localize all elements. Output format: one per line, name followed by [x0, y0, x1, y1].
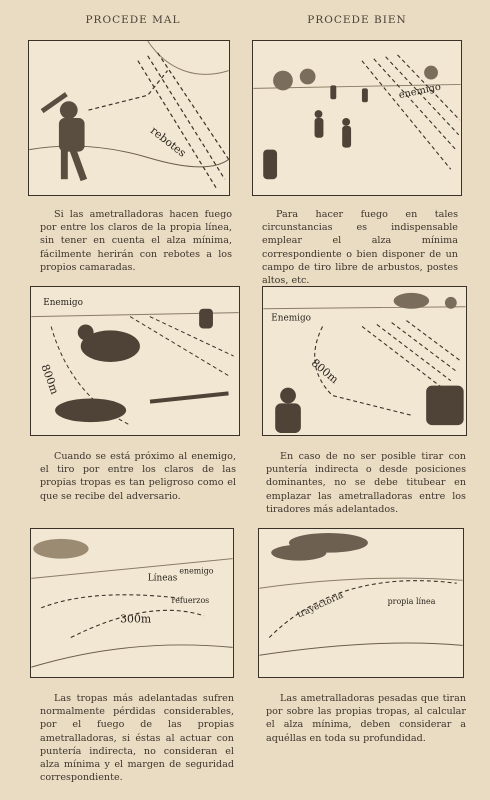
label-distance: 300m: [120, 612, 152, 626]
label-enemy: Enemigo: [43, 297, 83, 308]
illustration-panel-good-1: [252, 40, 462, 196]
caption-good-1: Para hacer fuego en tales circunstancias es indispensable emplear el alza mínima correspondiente o bien disponer de un campo de tiro libre de arbustos, postes altos, etc.: [262, 209, 458, 287]
illustration-ricochet-drawing: [29, 41, 229, 195]
label-distance: 800m: [308, 356, 341, 387]
label-enemy: Enemigo: [271, 313, 311, 324]
illustration-forward-mg-drawing: [263, 287, 466, 435]
header-procede-bien: PROCEDE BIEN: [307, 14, 407, 26]
label-own-line: propia línea: [387, 596, 436, 606]
label-rebotes: rebotes: [147, 123, 189, 160]
label-enemy: enemigo: [179, 566, 214, 576]
illustration-near-enemy-drawing: [31, 287, 239, 435]
label-lines: Líneas: [147, 573, 178, 584]
label-reinforcements: refuerzos: [171, 596, 210, 605]
illustration-clear-field-drawing: [253, 41, 461, 195]
caption-bad-3: Las tropas más adelantadas sufren normalmente pérdidas considerables, por el fuego de las propias ametralladoras, si éstas al actuar con puntería indirecta, no consideran el alza mínima y el margen de seguridad correspondiente.: [40, 693, 234, 784]
caption-good-3: Las ametralladoras pesadas que tiran por sobre las propias tropas, al calcular el alza mínima, deben considerar a aquéllas en toda su profundidad.: [266, 693, 466, 744]
illustration-panel-bad-2: [30, 286, 240, 436]
illustration-panel-good-3: [258, 528, 464, 678]
label-enemigo: enemigo: [397, 81, 442, 102]
illustration-panel-bad-3: [30, 528, 234, 678]
label-trajectory: trayectoria: [295, 590, 346, 621]
header-procede-mal: PROCEDE MAL: [85, 14, 181, 26]
illustration-indirect-fire-drawing: [31, 529, 233, 677]
caption-good-2: En caso de no ser posible tirar con puntería indirecta o desde posiciones dominantes, no se debe titubear en emplazar las ametralladoras entre los tiradores más adelantados.: [266, 451, 466, 515]
illustration-overhead-fire-drawing: [259, 529, 463, 677]
caption-bad-1: Si las ametralladoras hacen fuego por entre los claros de la propia línea, sin tener en cuenta el alza mínima, fácilmente herirán con rebotes a los propios camaradas.: [40, 209, 232, 273]
illustration-panel-good-2: [262, 286, 467, 436]
label-distance: 800m: [38, 362, 62, 397]
illustration-panel-bad-1: [28, 40, 230, 196]
caption-bad-2: Cuando se está próximo al enemigo, el tiro por entre los claros de las propias tropas es tan peligroso como el que se recibe del adversario.: [40, 451, 236, 502]
